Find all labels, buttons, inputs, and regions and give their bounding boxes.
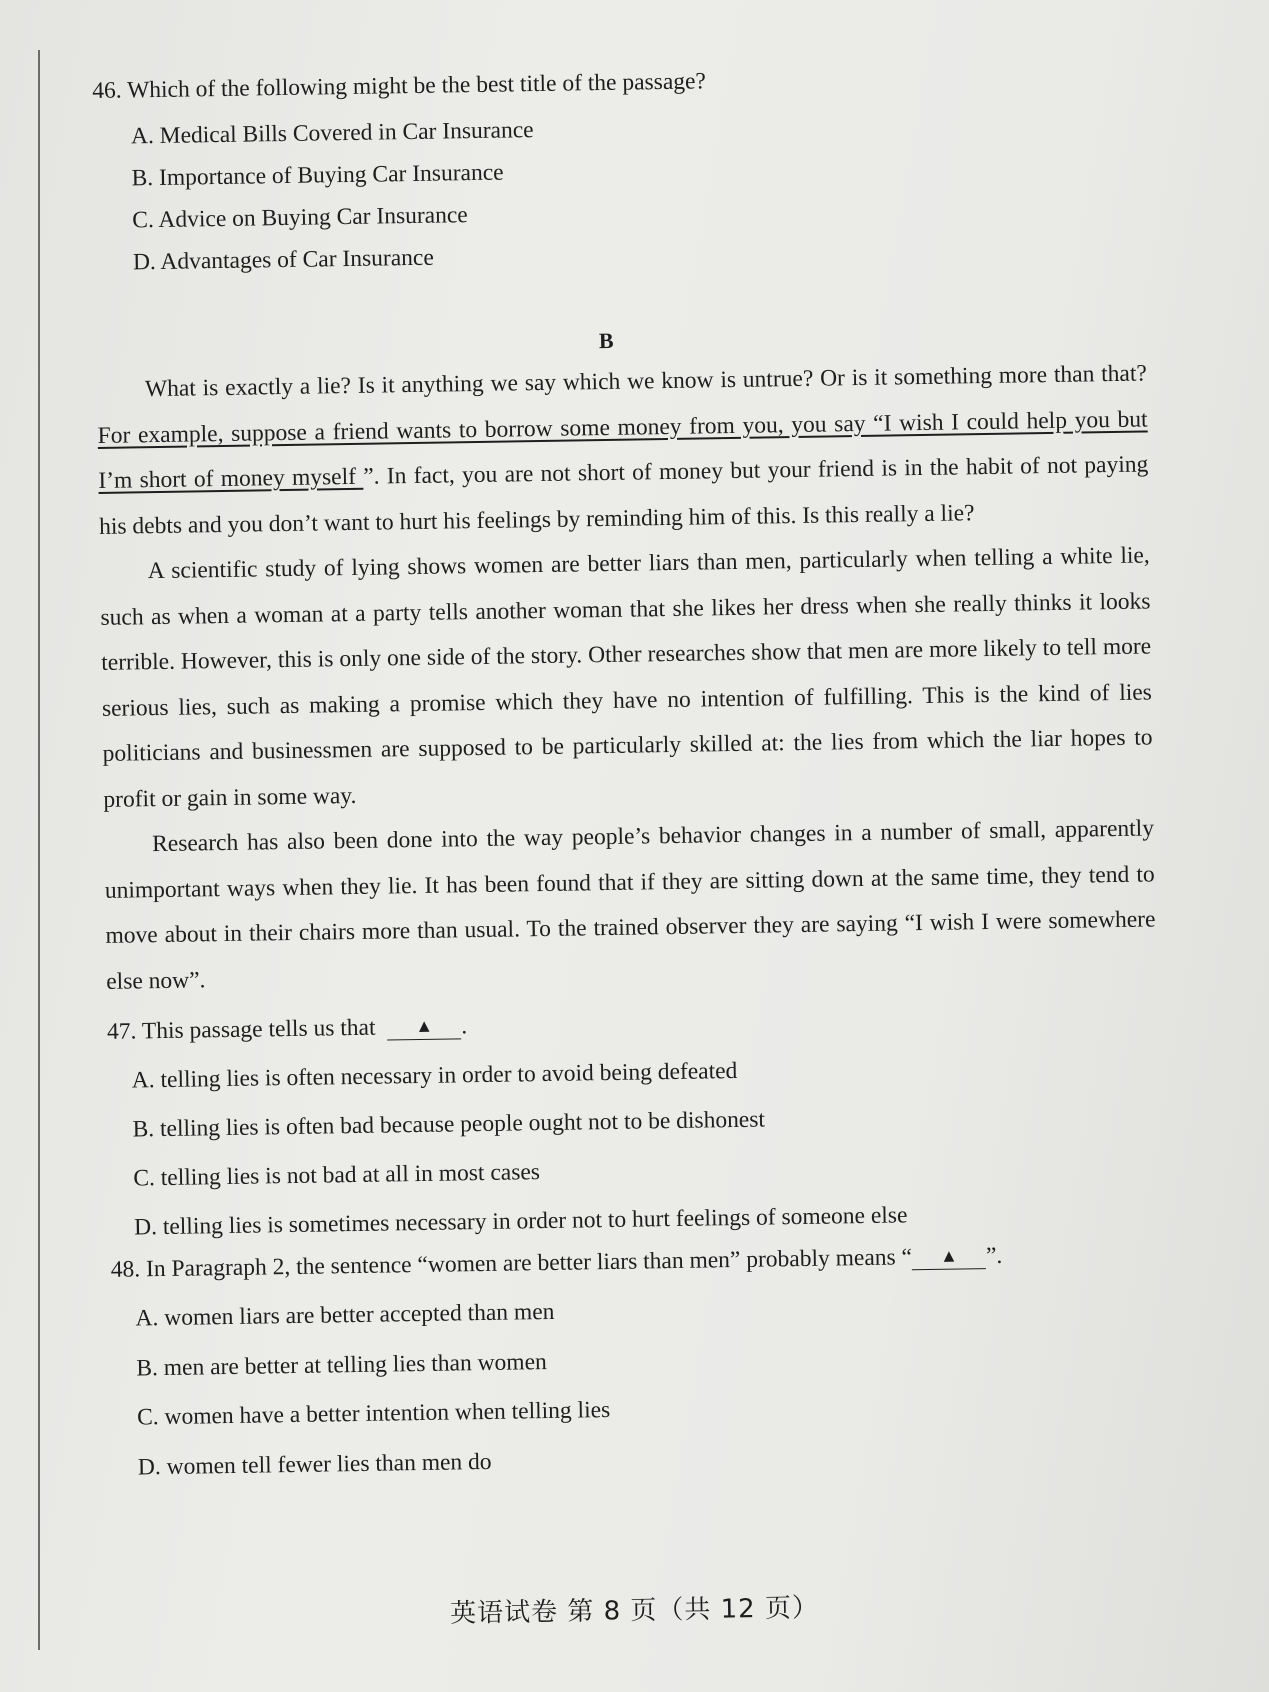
binding-margin-line [38,50,40,1650]
question-48 [111,1236,1165,1492]
page-content [92,58,1164,1493]
option-47-a[interactable]: A. telling lies is often necessary in order to avoid being defeated [131,1057,738,1094]
triangle-icon: ▲ [415,1015,434,1037]
question-47-stem-end: . [461,1013,468,1040]
question-47-text: 47. This passage tells us that [106,1014,376,1045]
option-46-a[interactable]: A. Medical Bills Covered in Car Insurance [130,117,534,150]
section-b-heading: B [598,327,614,354]
question-47-options [107,1040,1160,1252]
option-48-d[interactable]: D. women tell fewer lies than men do [137,1448,492,1480]
answer-blank[interactable] [387,1015,461,1040]
option-48-c[interactable]: C. women have a better intention when telling lies [136,1397,611,1431]
passage-paragraph-1 [97,351,1150,549]
question-48-text: 48. In Paragraph 2, the sentence “women are better liars than men” probably means “ [110,1244,913,1283]
paragraph-1-end: ”. In fact, you are not short of money but your friend is in the habit of not paying his debts and you don’t want to hurt his feelings by reminding him of this. Is this really a lie? [98,451,1149,540]
paragraph-1-underlined: For example, suppose a friend wants to borrow some money from you, you say “I wish I could help you but I’m short of money myself [97,405,1148,494]
question-46-stem: 46. Which of the following might be the best title of the passage? [92,68,707,104]
passage-paragraph-3: Research has also been done into the way people’s behavior changes in a number of small, apparently unimportant ways when they lie. It has been found that if they are sitting down at the same time, they tend to move about in their chairs more than usual. To the trained observer they are saying “I wish I were somewhere else now”. [104,815,1156,995]
question-47-stem [107,998,1157,1048]
option-46-d[interactable]: D. Advantages of Car Insurance [132,244,434,276]
paragraph-1-start: What is exactly a lie? Is it anything we say which we know is untrue? Or is it something more than that? [144,360,1148,403]
question-48-stem-end: ”. [985,1242,1003,1270]
triangle-icon: ▲ [939,1245,959,1266]
passage-paragraph-2: A scientific study of lying shows women are better liars than men, particularly when telling a white lie, such as when a woman at a party tells another woman that she likes her dress when she really thinks it looks terrible. However, this is only one side of the story. Other researches show that men are more likely to tell more serious lies, such as making a promise which they have no intention of fulfilling. This is the kind of lies politicians and businessmen are supposed to be particularly skilled at: the lies from which the liar hopes to profit or gain in some way. [100,542,1153,813]
option-46-c[interactable]: C. Advice on Buying Car Insurance [132,202,468,234]
question-46 [92,58,1145,284]
page-footer: 英语试卷 第 8 页（共 12 页） [449,1593,820,1629]
option-48-a[interactable]: A. women liars are better accepted than men [135,1298,555,1332]
answer-blank[interactable] [912,1245,986,1270]
option-48-b[interactable]: B. men are better at telling lies than women [136,1348,547,1381]
question-47 [107,998,1161,1252]
question-48-options [111,1278,1164,1492]
option-47-b[interactable]: B. telling lies is often bad because people ought not to be dishonest [132,1106,766,1143]
passage-b [97,351,1157,1004]
question-46-options [93,100,1146,284]
option-46-b[interactable]: B. Importance of Buying Car Insurance [131,159,504,192]
option-47-c[interactable]: C. telling lies is not bad at all in most cases [133,1159,541,1192]
option-47-d[interactable]: D. telling lies is sometimes necessary in order not to hurt feelings of someone else [133,1202,908,1241]
